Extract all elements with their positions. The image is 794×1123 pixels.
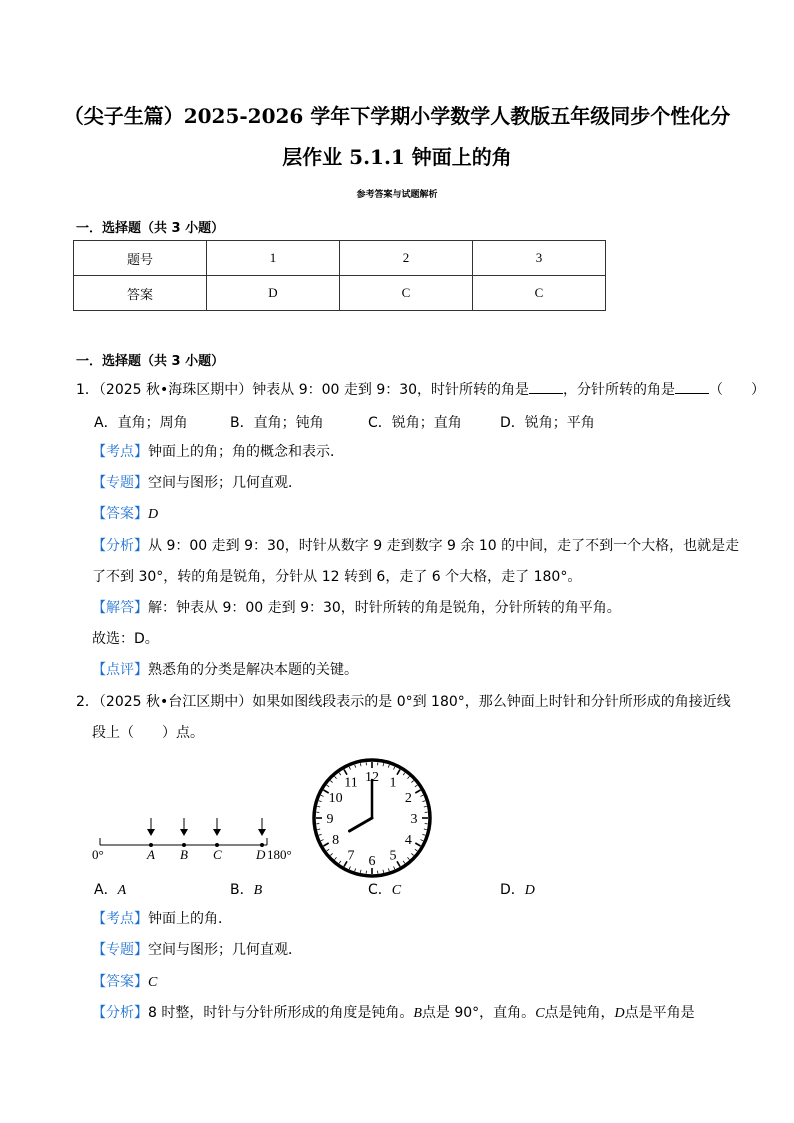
clock-number: 10	[328, 791, 343, 806]
point-d	[255, 818, 266, 862]
point-c	[213, 818, 222, 862]
q2-option-b: B．B	[230, 882, 263, 898]
section-heading: 一．选择题（共 3 小题）	[76, 221, 225, 236]
clock-number: 4	[404, 833, 412, 848]
point-label: B	[180, 847, 188, 862]
doc-title-line1: （尖子生篇）2025-2026 学年下学期小学数学人教版五年级同步个性化分	[63, 104, 731, 128]
start-label: 0°	[92, 847, 104, 862]
table-cell: 2	[340, 241, 473, 276]
section-heading: 一．选择题（共 3 小题）	[76, 354, 225, 369]
q2-option-c: C．C	[368, 882, 402, 898]
clock-number: 5	[389, 848, 397, 864]
table-cell: 答案	[74, 276, 207, 311]
point-label: A	[147, 847, 155, 862]
angle-number-line	[86, 816, 306, 864]
q2-stem-line1: 2．（2025 秋•台江区期中）如果如图线段表示的是 0°到 180°，那么钟面上时针和分针所形成的角接近线	[76, 694, 731, 710]
q1-kaodian: 【考点】钟面上的角；角的概念和表示．	[92, 444, 344, 460]
answer-blank	[529, 381, 563, 394]
clock-number: 2	[404, 791, 412, 806]
clock-number: 9	[326, 812, 334, 827]
q1-analysis-line2: 了不到 30°，转的角是锐角，分针从 12 转到 6，走了 6 个大格，走了 180°。	[92, 569, 582, 585]
q1-option-d: D．锐角；平角	[500, 415, 595, 431]
q1-option-a: A．直角；周角	[94, 415, 188, 431]
q1-option-b: B．直角；钝角	[230, 415, 324, 431]
end-label: 180°	[267, 847, 292, 862]
arrow-head	[213, 829, 221, 836]
answer-table	[73, 240, 606, 311]
point-b	[180, 818, 188, 862]
q1-comment: 【点评】熟悉角的分类是解决本题的关键。	[92, 662, 358, 678]
clock-number: 1	[389, 775, 397, 791]
q2-option-d: D．D	[500, 882, 535, 898]
q1-answer: 【答案】D	[92, 506, 159, 522]
table-cell: 3	[473, 241, 606, 276]
q1-option-c: C．锐角；直角	[368, 415, 462, 431]
answer-table-answer-row	[74, 276, 606, 311]
q1-analysis-line1: 【分析】从 9：00 走到 9：30，时针从数字 9 走到数字 9 余 10 的中间，走了不到一个大格，也就是走	[92, 538, 740, 554]
point-label: D	[256, 847, 266, 862]
q2-analysis: 【分析】8 时整，时针与分针所形成的角度是钝角。B点是 90°，直角。C点是钝角，D点是平角是	[92, 1005, 695, 1021]
table-cell: 1	[207, 241, 340, 276]
table-cell: 题号	[74, 241, 207, 276]
q2-answer: 【答案】C	[92, 974, 158, 990]
q2-option-a: A．A	[94, 882, 127, 898]
q2-kaodian: 【考点】钟面上的角．	[92, 911, 232, 927]
clock-number: 7	[347, 848, 355, 864]
clock-number: 11	[344, 775, 358, 791]
arrow-head	[147, 829, 155, 836]
table-cell: D	[207, 276, 340, 311]
answer-table-header-row	[74, 241, 606, 276]
point-a	[146, 818, 155, 862]
q2-stem-line2: 段上（ ）点。	[92, 725, 204, 741]
q1-choice: 故选：D。	[92, 631, 159, 647]
table-cell: C	[473, 276, 606, 311]
clock-number: 8	[332, 833, 340, 848]
clock-number: 3	[410, 812, 418, 827]
point-label: C	[213, 847, 222, 862]
clock-number: 6	[368, 854, 376, 869]
arrow-head	[258, 829, 266, 836]
doc-subtitle: 参考答案与试题解析	[356, 190, 438, 200]
q2-zhuanti: 【专题】空间与图形；几何直观．	[92, 942, 302, 958]
doc-title-line2: 层作业 5.1.1 钟面上的角	[282, 145, 512, 169]
table-cell: C	[340, 276, 473, 311]
arrow-head	[180, 829, 188, 836]
clock-face	[310, 756, 434, 880]
q1-solution: 【解答】解：钟表从 9：00 走到 9：30，时针所转的角是锐角，分针所转的角平角。	[92, 600, 621, 616]
clock-number: 12	[365, 770, 379, 785]
q1-zhuanti: 【专题】空间与图形；几何直观．	[92, 475, 302, 491]
answer-blank	[675, 381, 709, 394]
q1-stem: 1．（2025 秋•海珠区期中）钟表从 9：00 走到 9：30，时针所转的角是 ，分针所转的角是 （ ）	[76, 382, 766, 398]
